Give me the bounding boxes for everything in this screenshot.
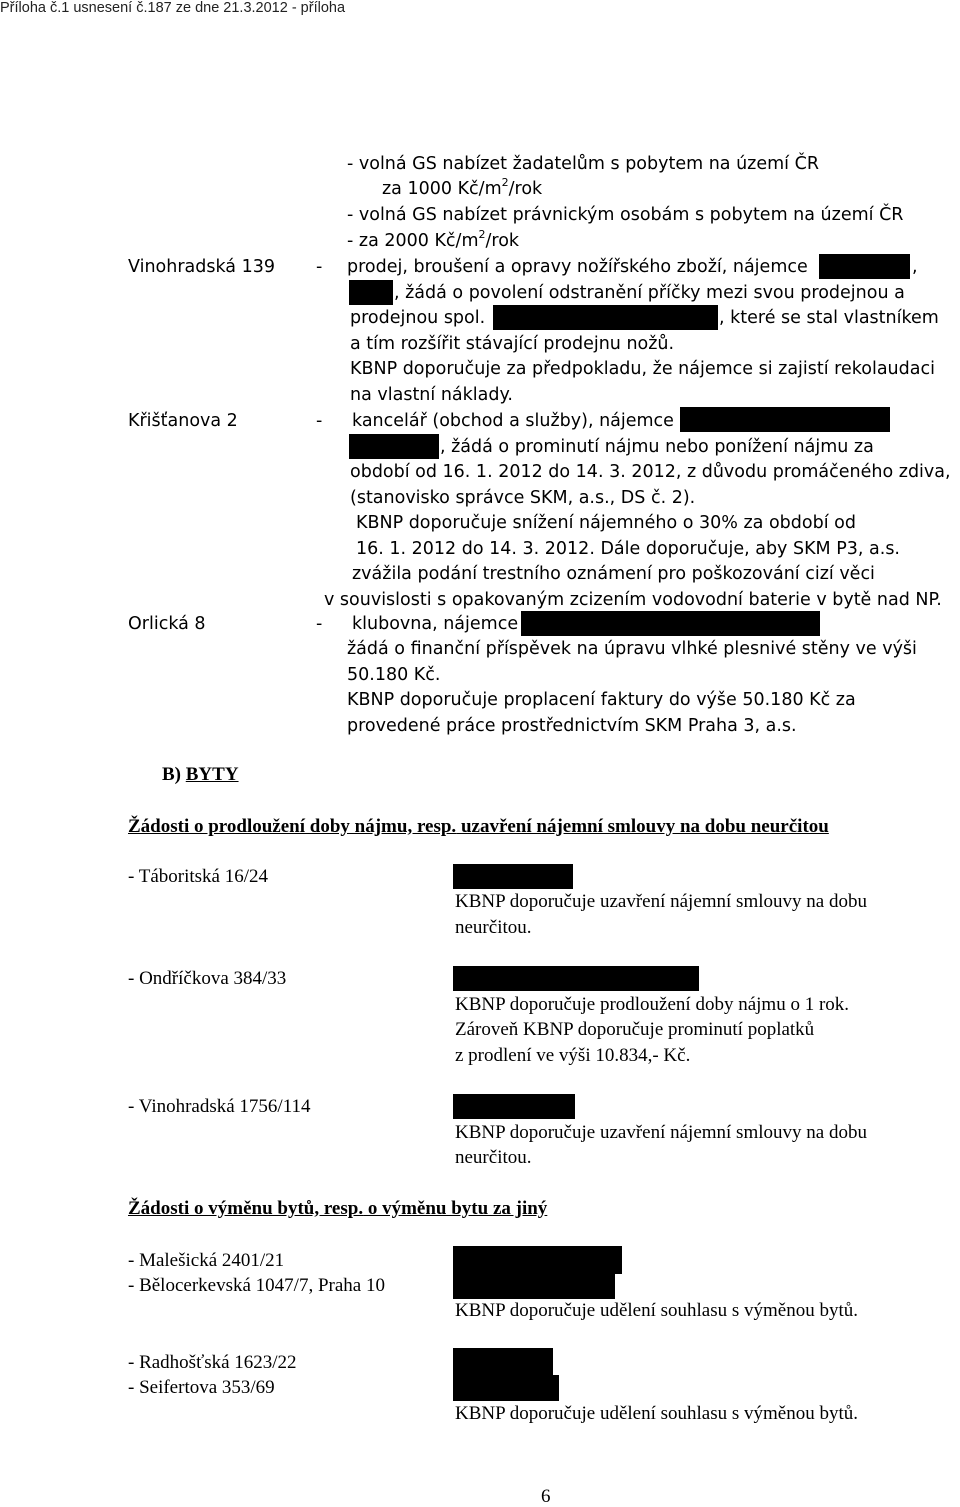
orlicka-line-4: KBNP doporučuje proplacení faktury do výše 50.180 Kč za [347,690,856,710]
gs-line-3: - volná GS nabízet právnickým osobám s pobytem na území ČR [347,205,904,225]
taboritska-rec-1: KBNP doporučuje uzavření nájemní smlouvy na dobu [455,891,867,912]
vinohradska-line-4: a tím rozšířit stávající prodejnu nožů. [350,334,675,354]
redaction-bar [493,305,718,330]
address-krisanova-2: Křišťanova 2 [128,411,238,431]
ondrickova-rec-3: z prodlení ve výši 10.834,- Kč. [455,1045,691,1066]
krisanova-line-3: období od 16. 1. 2012 do 14. 3. 2012, z důvodu promáčeného zdiva, [350,462,951,482]
gs-line-2: za 1000 $Kč/m^2$/rok [382,176,543,199]
krisanova-line-8: v souvislosti s opakovaným zcizením vodovodní baterie v bytě nad NP. [324,590,942,610]
krisanova-line-5: KBNP doporučuje snížení nájemného o 30% za období od [356,513,856,533]
vinohradska-line-3a: prodejnou spol. [350,308,486,328]
orlicka-line-1: klubovna, nájemce [352,614,519,634]
gs-line-4: - za 2000 $Kč/m^2$/rok [347,228,520,251]
prolong-heading: Žádosti o prodloužení doby nájmu, resp. uzavření nájemní smlouvy na dobu neurčitou [128,816,829,837]
ondrickova-rec-1: KBNP doporučuje prodloužení doby nájmu o 1 rok. [455,994,850,1015]
exchange-heading: Žádosti o výměnu bytů, resp. o výměnu bytu za jiný [128,1198,548,1219]
redaction-bar [349,434,439,459]
redaction-bar [453,1375,559,1401]
vinohradska-line-1-end: , [912,257,918,277]
vinohradska-1756-rec-2: neurčitou. [455,1147,532,1168]
ondrickova-rec-2: Zároveň KBNP doporučuje prominutí poplatků [455,1019,815,1040]
page-number: 6 [541,1486,551,1507]
redaction-bar [453,966,699,991]
page-header: Příloha č.1 usnesení č.187 ze dne 21.3.2012 - příloha [0,0,346,16]
dash: - [316,257,323,277]
exchange-address-seifertova: - Seifertova 353/69 [128,1377,275,1398]
krisanova-line-7: zvážila podání trestního oznámení pro poškozování cizí věci [352,564,875,584]
krisanova-line-6: 16. 1. 2012 do 14. 3. 2012. Dále doporučuje, aby SKM P3, a.s. [356,539,900,559]
redaction-bar [453,1273,615,1299]
redaction-bar [453,1094,575,1119]
redaction-bar [680,407,890,432]
address-vinohradska-139: Vinohradská 139 [128,257,275,277]
exchange-address-radhostska: - Radhošťská 1623/22 [128,1352,297,1373]
redaction-bar [349,280,393,305]
orlicka-line-2: žádá o finanční příspěvek na úpravu vlhké plesnivé stěny ve výši [347,639,917,659]
address-vinohradska-1756: - Vinohradská 1756/114 [128,1096,311,1117]
dash: - [316,411,323,431]
krisanova-line-2: , žádá o prominutí nájmu nebo ponížení nájmu za [440,437,874,457]
krisanova-line-4: (stanovisko správce SKM, a.s., DS č. 2). [350,488,696,508]
orlicka-line-3: 50.180 Kč. [347,665,441,685]
redaction-bar [453,864,573,889]
vinohradska-line-5: KBNP doporučuje za předpokladu, že nájemce si zajistí rekolaudaci [350,359,935,379]
orlicka-line-5: provedené práce prostřednictvím SKM Praha 3, a.s. [347,716,797,736]
section-b-heading: B) BYTY [162,764,239,785]
vinohradska-line-1: prodej, broušení a opravy nožířského zboží, nájemce [347,257,808,277]
dash: - [316,614,323,634]
address-orlicka-8: Orlická 8 [128,614,206,634]
redaction-bar [819,254,910,279]
krisanova-line-1: kancelář (obchod a služby), nájemce [352,411,674,431]
taboritska-rec-2: neurčitou. [455,917,532,938]
gs-line-1: - volná GS nabízet žadatelům s pobytem na území ČR [347,154,819,174]
exchange-rec-2: KBNP doporučuje udělení souhlasu s výměnou bytů. [455,1403,859,1424]
vinohradska-line-2: , žádá o povolení odstranění příčky mezi svou prodejnou a [394,283,905,303]
redaction-bar [521,611,820,636]
redaction-bar [453,1348,553,1376]
address-taboritska: - Táboritská 16/24 [128,866,269,887]
vinohradska-line-6: na vlastní náklady. [350,385,513,405]
address-ondrickova: - Ondříčkova 384/33 [128,968,287,989]
exchange-address-malesicka: - Malešická 2401/21 [128,1250,285,1271]
vinohradska-1756-rec-1: KBNP doporučuje uzavření nájemní smlouvy na dobu [455,1122,867,1143]
exchange-rec-1: KBNP doporučuje udělení souhlasu s výměnou bytů. [455,1300,859,1321]
vinohradska-line-3b: , které se stal vlastníkem [719,308,939,328]
exchange-address-belocerkevska: - Bělocerkevská 1047/7, Praha 10 [128,1275,385,1296]
redaction-bar [453,1246,622,1274]
